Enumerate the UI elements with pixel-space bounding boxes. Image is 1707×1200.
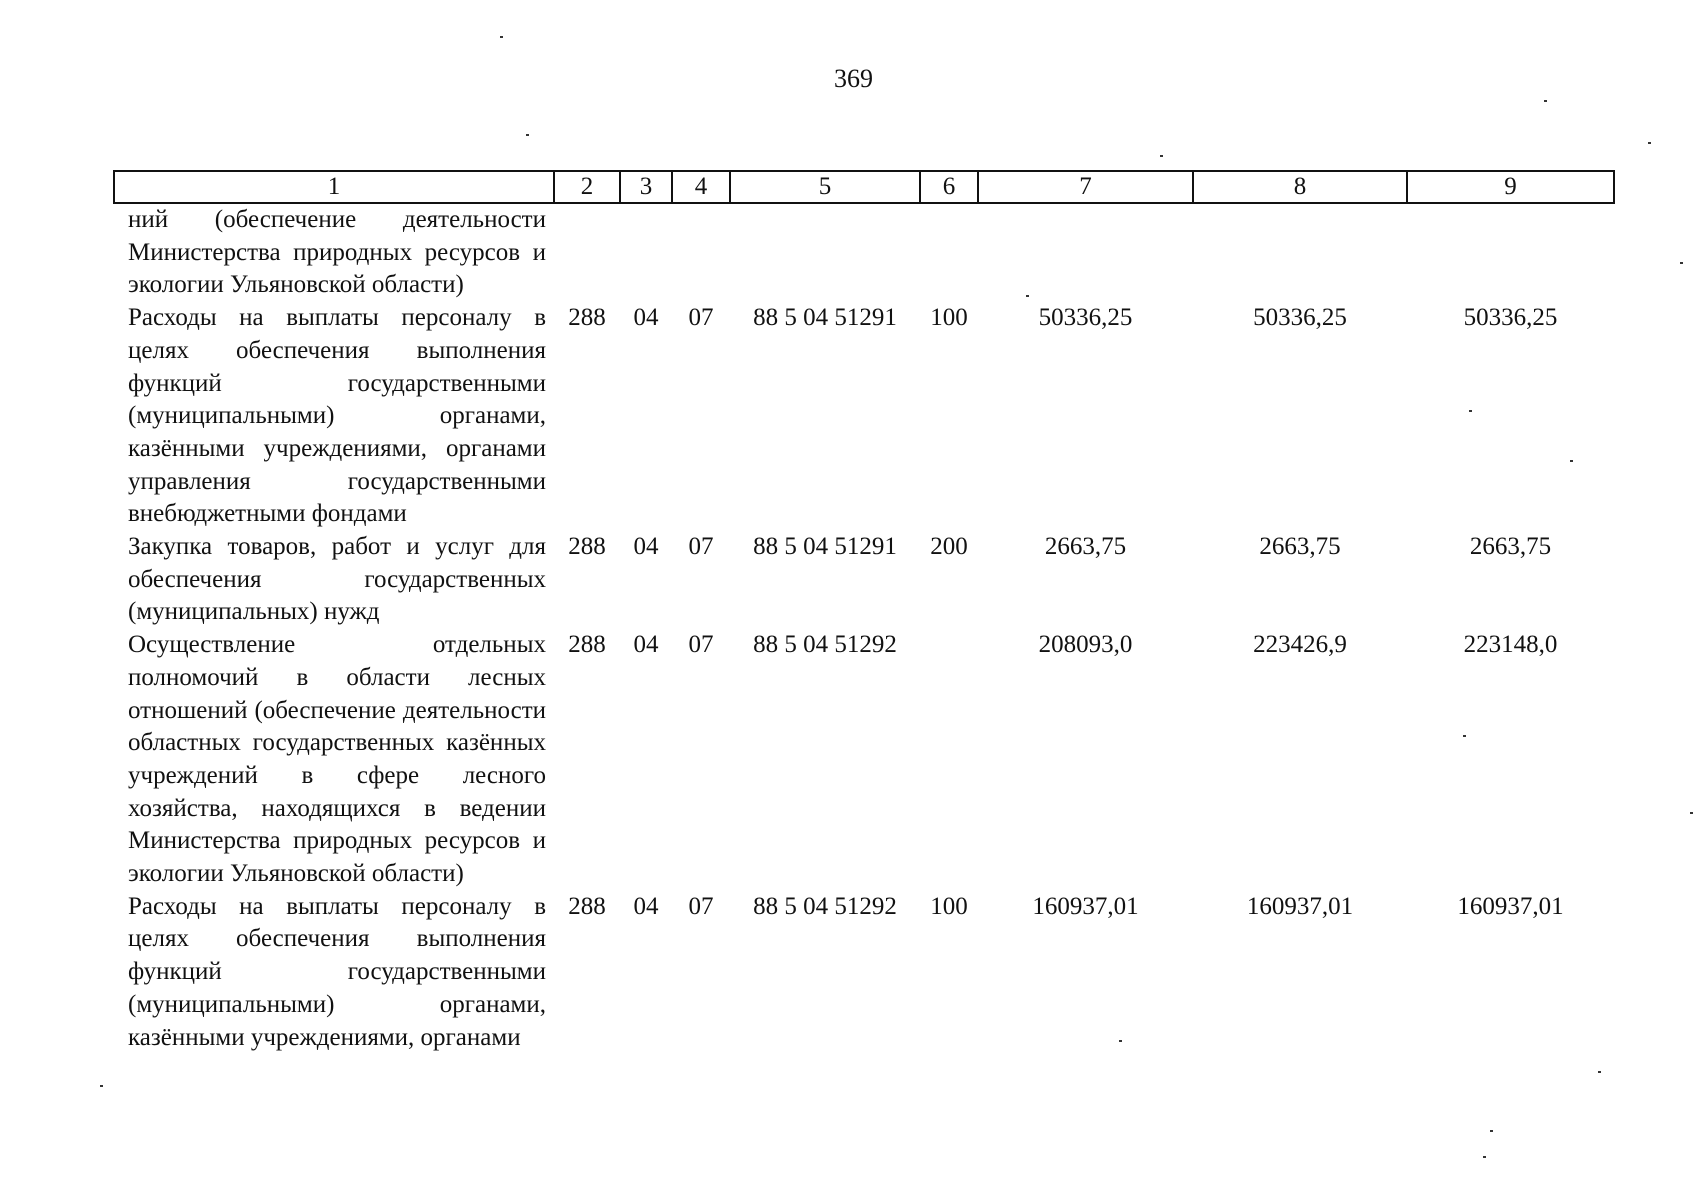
row-vr-code	[920, 203, 978, 302]
table-body	[114, 203, 1614, 1054]
row-amount-9: 50336,25	[1463, 304, 1558, 332]
column-header-5: 5	[730, 171, 920, 203]
row-amount-8	[1193, 203, 1407, 302]
row-amount-8: 160937,01	[1246, 892, 1354, 920]
row-amount-9: 160937,01	[1457, 892, 1564, 920]
row-description: Осуществление отдельных полномочий в области лесных отношений (обеспечение деятельности областных государственных казённых учреждений в сфере лесного хозяйства, находящихся в ведении Министерства природных ресурсов и экологии Ульяновской области)	[128, 631, 546, 888]
row-pr-code: 07	[688, 892, 714, 920]
row-amount-8: 223426,9	[1253, 631, 1347, 659]
row-csr-code: 88 5 04 51292	[753, 892, 897, 920]
column-header-2: 2	[554, 171, 620, 203]
row-csr-code: 88 5 04 51291	[753, 304, 897, 332]
table-row	[114, 891, 1614, 1055]
row-gr-code: 288	[568, 631, 606, 659]
row-gr-code: 288	[568, 533, 606, 561]
row-gr-code: 288	[568, 304, 606, 332]
row-amount-8: 2663,75	[1259, 533, 1341, 561]
row-csr-code	[730, 203, 920, 302]
row-rz-code: 04	[633, 533, 659, 561]
row-amount-7: 208093,0	[1038, 631, 1133, 659]
scan-speck	[1544, 100, 1547, 102]
scan-speck	[1680, 262, 1683, 264]
table-row	[114, 531, 1614, 629]
table-header	[114, 171, 1614, 203]
row-pr-code: 07	[688, 533, 714, 561]
scan-speck	[1648, 142, 1651, 144]
row-amount-9	[1407, 203, 1614, 302]
row-amount-7: 160937,01	[1032, 892, 1139, 920]
column-header-1: 1	[114, 171, 554, 203]
scan-speck	[1026, 295, 1029, 297]
row-pr-code	[672, 203, 730, 302]
scan-speck	[1160, 155, 1163, 157]
row-description: ний (обеспечение деятельности Министерства природных ресурсов и экологии Ульяновской области)	[128, 206, 546, 299]
column-header-8: 8	[1193, 171, 1407, 203]
row-amount-7: 2663,75	[1044, 533, 1127, 561]
row-csr-code: 88 5 04 51291	[753, 533, 897, 561]
row-rz-code: 04	[633, 892, 659, 920]
scan-speck	[1483, 1156, 1486, 1158]
column-header-6: 6	[920, 171, 978, 203]
budget-table	[113, 170, 1615, 1054]
header-row	[114, 171, 1614, 203]
scan-speck	[1463, 735, 1466, 737]
column-header-9: 9	[1407, 171, 1614, 203]
row-gr-code	[554, 203, 620, 302]
row-amount-9: 223148,0	[1463, 631, 1558, 659]
scan-speck	[100, 1085, 103, 1087]
page-number: 369	[834, 64, 873, 93]
row-description: Расходы на выплаты персоналу в целях обеспечения выполнения функций государственными (муниципальными) органами, казёнными учреждениями, органами	[128, 892, 546, 1051]
row-gr-code: 288	[568, 892, 606, 920]
row-rz-code	[620, 203, 672, 302]
row-vr-code: 100	[930, 892, 968, 920]
row-amount-7	[978, 203, 1193, 302]
row-vr-code	[920, 629, 978, 891]
scan-speck	[1690, 812, 1693, 814]
table-row	[114, 203, 1614, 302]
row-csr-code: 88 5 04 51292	[753, 631, 897, 659]
table-row	[114, 302, 1614, 531]
scan-speck	[1469, 410, 1472, 412]
column-header-7: 7	[978, 171, 1193, 203]
scan-speck	[1490, 1130, 1493, 1132]
scan-speck	[500, 36, 503, 38]
scan-speck	[1119, 1040, 1122, 1042]
row-pr-code: 07	[688, 304, 714, 332]
row-rz-code: 04	[633, 631, 659, 659]
row-amount-8: 50336,25	[1253, 304, 1347, 332]
row-vr-code: 100	[930, 304, 968, 332]
row-description: Закупка товаров, работ и услуг для обеспечения государственных (муниципальных) нужд	[128, 533, 546, 626]
table-row	[114, 629, 1614, 891]
row-vr-code: 200	[930, 533, 968, 561]
row-pr-code: 07	[688, 631, 714, 659]
scan-speck	[1598, 1071, 1601, 1073]
scan-speck	[526, 134, 529, 136]
row-description: Расходы на выплаты персоналу в целях обеспечения выполнения функций государственными (муниципальными) органами, казёнными учреждениями, органами управления государственными внебюджетными фондами	[128, 304, 546, 528]
column-header-4: 4	[672, 171, 730, 203]
scan-speck	[1570, 460, 1573, 462]
row-amount-9: 2663,75	[1469, 533, 1552, 561]
column-header-3: 3	[620, 171, 672, 203]
row-rz-code: 04	[633, 304, 659, 332]
row-amount-7: 50336,25	[1038, 304, 1133, 332]
